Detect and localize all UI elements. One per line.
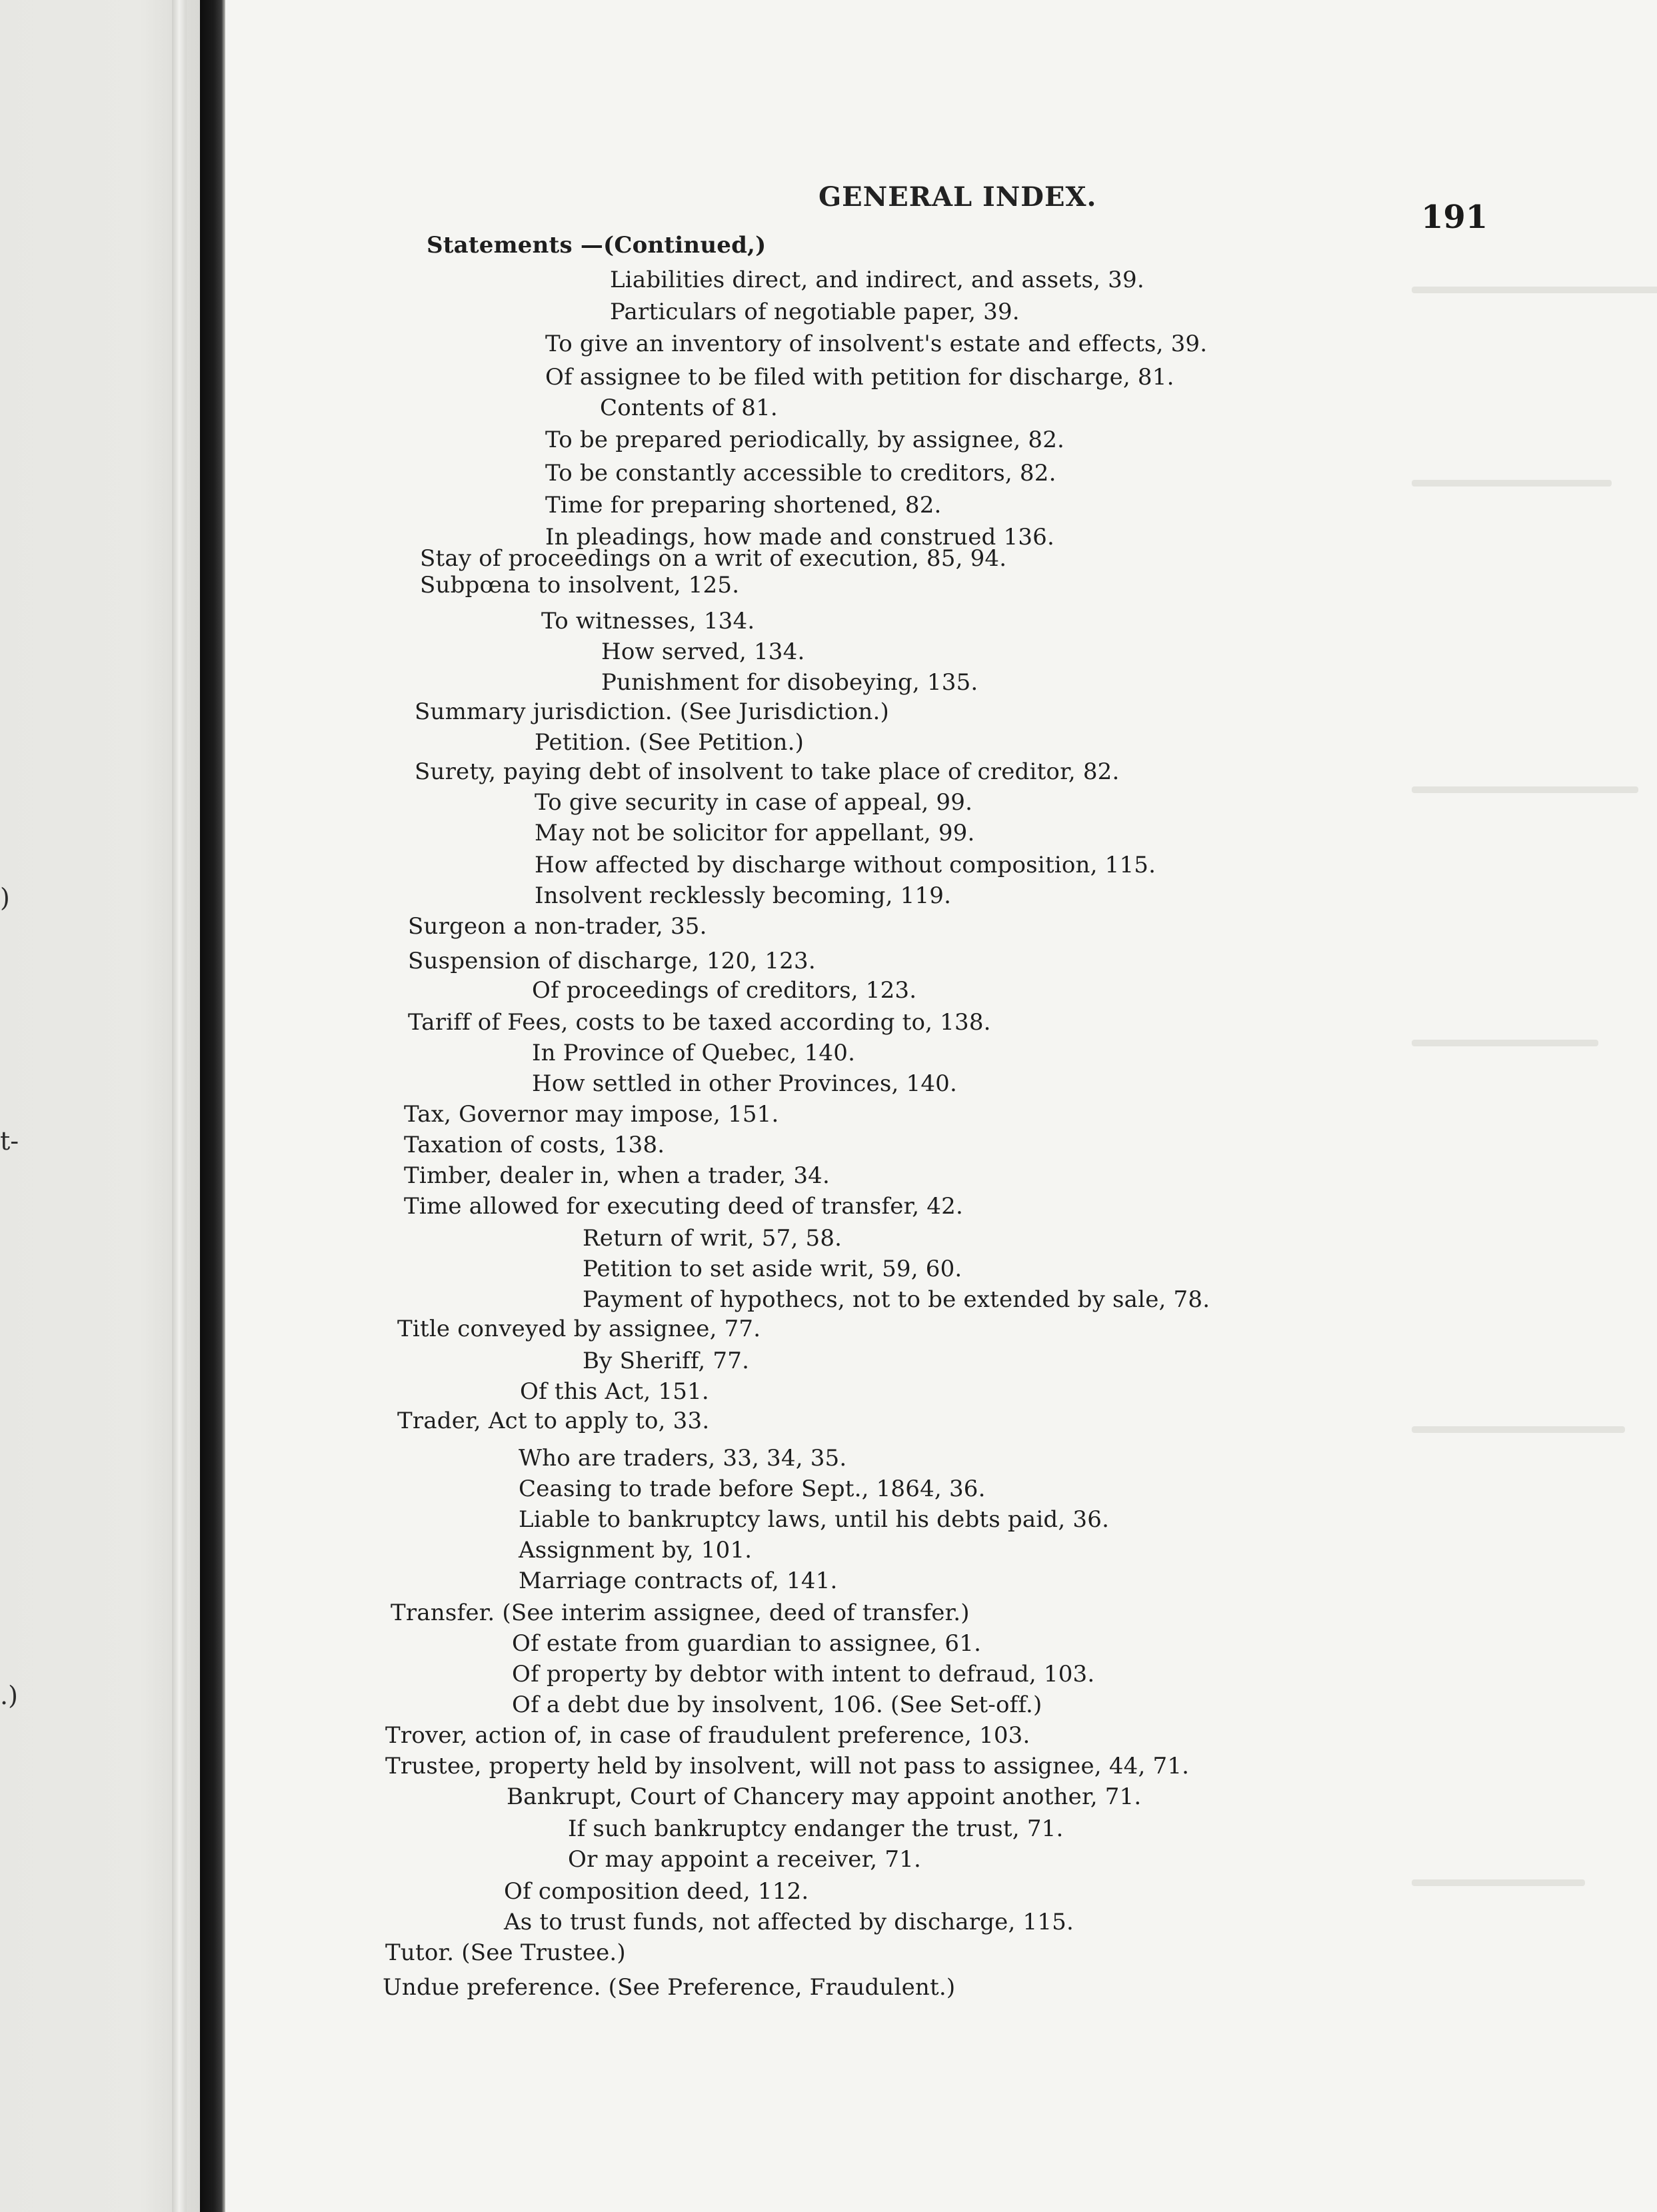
index-entry: Insolvent recklessly becoming, 119. <box>535 882 952 909</box>
index-entry: Time allowed for executing deed of transfer, 42. <box>404 1193 963 1220</box>
index-entry: Contents of 81. <box>600 395 778 421</box>
index-entry: Or may appoint a receiver, 71. <box>568 1846 921 1873</box>
index-entry: Of property by debtor with intent to defraud, 103. <box>512 1661 1095 1687</box>
index-entry: Payment of hypothecs, not to be extended by sale, 78. <box>583 1286 1210 1313</box>
index-entry: To be constantly accessible to creditors, 82. <box>545 460 1056 487</box>
index-entry: Trader, Act to apply to, 33. <box>397 1408 710 1434</box>
index-entry: How settled in other Provinces, 140. <box>532 1070 957 1097</box>
index-entry: Return of writ, 57, 58. <box>583 1225 842 1252</box>
index-entry: Surgeon a non-trader, 35. <box>408 913 707 940</box>
index-entry: By Sheriff, 77. <box>583 1348 750 1374</box>
index-entry: Stay of proceedings on a writ of execution, 85, 94. <box>420 545 1007 572</box>
index-entry: As to trust funds, not affected by discharge, 115. <box>504 1909 1074 1935</box>
index-entry: Statements —(Continued,) <box>427 232 767 259</box>
index-entry: To witnesses, 134. <box>541 608 755 634</box>
index-entry: Of assignee to be filed with petition for discharge, 81. <box>545 364 1174 391</box>
index-entry: Of a debt due by insolvent, 106. (See Set-off.) <box>512 1691 1042 1718</box>
index-entry: Of estate from guardian to assignee, 61. <box>512 1630 982 1657</box>
index-entry: Who are traders, 33, 34, 35. <box>519 1445 847 1472</box>
index-entry: Bankrupt, Court of Chancery may appoint another, 71. <box>507 1783 1142 1810</box>
index-entry: Ceasing to trade before Sept., 1864, 36. <box>519 1476 986 1502</box>
index-entry: Time for preparing shortened, 82. <box>545 492 942 519</box>
index-entry: Title conveyed by assignee, 77. <box>397 1316 761 1342</box>
index-entry: Taxation of costs, 138. <box>404 1132 665 1158</box>
index-entry: Subpœna to insolvent, 125. <box>420 572 740 598</box>
index-entry: Timber, dealer in, when a trader, 34. <box>404 1162 830 1189</box>
index-entry: Liabilities direct, and indirect, and assets, 39. <box>610 267 1144 293</box>
index-entry: To give an inventory of insolvent's estate and effects, 39. <box>545 331 1208 357</box>
index-entry: May not be solicitor for appellant, 99. <box>535 820 975 846</box>
index-entry: Marriage contracts of, 141. <box>519 1568 838 1594</box>
left-margin-mark: ) <box>0 883 10 912</box>
index-entry: Suspension of discharge, 120, 123. <box>408 948 816 974</box>
index-entry: Of this Act, 151. <box>520 1378 709 1405</box>
index-entry: Punishment for disobeying, 135. <box>601 669 978 696</box>
index-entry: To give security in case of appeal, 99. <box>535 789 973 816</box>
index-entry: In Province of Quebec, 140. <box>532 1040 856 1066</box>
left-margin-mark: t- <box>0 1126 19 1156</box>
index-entry: Trustee, property held by insolvent, will not pass to assignee, 44, 71. <box>385 1753 1190 1779</box>
index-entry: In pleadings, how made and construed 136. <box>545 524 1055 551</box>
index-entry: Liable to bankruptcy laws, until his debts paid, 36. <box>519 1506 1110 1533</box>
index-entry: To be prepared periodically, by assignee, 82. <box>545 427 1065 453</box>
index-entry: Of composition deed, 112. <box>504 1878 809 1905</box>
index-entry: Particulars of negotiable paper, 39. <box>610 299 1020 325</box>
index-entry: Assignment by, 101. <box>519 1537 753 1564</box>
left-margin-mark: .) <box>0 1681 18 1710</box>
index-entry: Tariff of Fees, costs to be taxed according to, 138. <box>408 1009 991 1036</box>
index-entry: If such bankruptcy endanger the trust, 71. <box>568 1815 1064 1842</box>
index-entry: Summary jurisdiction. (See Jurisdiction.) <box>415 698 889 725</box>
index-entry: Surety, paying debt of insolvent to take place of creditor, 82. <box>415 758 1120 785</box>
index-entry: Transfer. (See interim assignee, deed of transfer.) <box>391 1600 970 1626</box>
index-entry: How served, 134. <box>601 638 805 665</box>
index-entry: Petition. (See Petition.) <box>535 729 805 756</box>
index-entry: Of proceedings of creditors, 123. <box>532 977 917 1004</box>
index-entry: How affected by discharge without composition, 115. <box>535 852 1156 878</box>
index-entry: Tax, Governor may impose, 151. <box>404 1101 779 1128</box>
index-entry: Trover, action of, in case of fraudulent preference, 103. <box>385 1722 1030 1749</box>
page-number: 191 <box>1421 199 1488 236</box>
index-entry: Petition to set aside writ, 59, 60. <box>583 1256 962 1282</box>
index-entry: Tutor. (See Trustee.) <box>385 1939 626 1966</box>
page-header-title: GENERAL INDEX. <box>819 181 1097 213</box>
index-entry: Undue preference. (See Preference, Fraudulent.) <box>383 1974 956 2001</box>
